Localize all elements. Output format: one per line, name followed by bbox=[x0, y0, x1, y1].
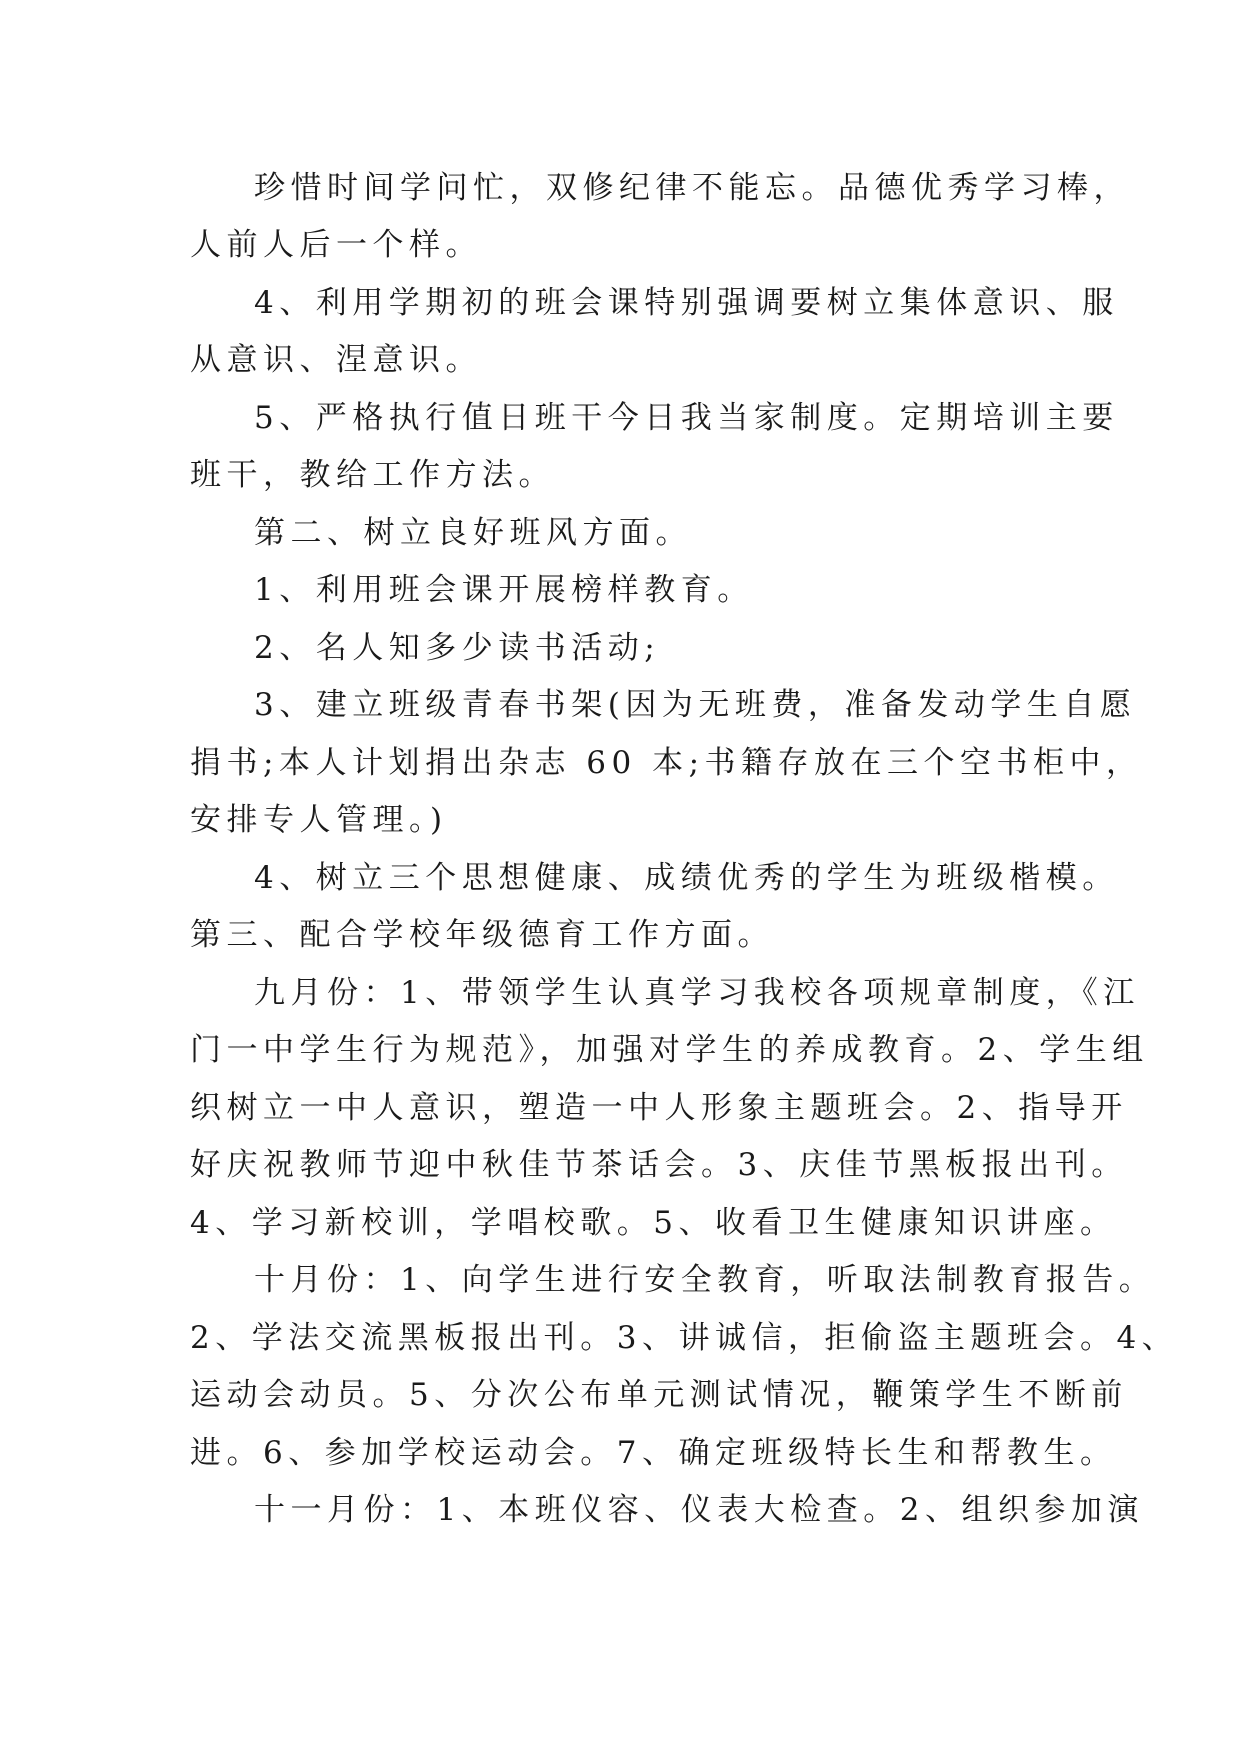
text-line: 织树立一中人意识，塑造一中人形象主题班会。2、指导开 bbox=[190, 1090, 1128, 1126]
text-line: 2、名人知多少读书活动; bbox=[254, 630, 661, 666]
section-heading: 第二、树立良好班风方面。 bbox=[254, 515, 692, 551]
text-line: 珍惜时间学问忙，双修纪律不能忘。品德优秀学习棒， bbox=[254, 170, 1130, 206]
text-line: 3、建立班级青春书架(因为无班费，准备发动学生自愿 bbox=[254, 687, 1137, 723]
text-line: 5、严格执行值日班干今日我当家制度。定期培训主要 bbox=[254, 400, 1119, 436]
text-line: 十月份：1、向学生进行安全教育，听取法制教育报告。 bbox=[254, 1262, 1156, 1298]
text-line: 捐书;本人计划捐出杂志 60 本;书籍存放在三个空书柜中， bbox=[190, 745, 1143, 781]
text-line: 运动会动员。5、分次公布单元测试情况，鞭策学生不断前 bbox=[190, 1377, 1128, 1413]
text-line: 4、利用学期初的班会课特别强调要树立集体意识、服 bbox=[254, 285, 1119, 321]
text-line: 十一月份：1、本班仪容、仪表大检查。2、组织参加演 bbox=[254, 1492, 1144, 1528]
text-line: 门一中学生行为规范》，加强对学生的养成教育。2、学生组 bbox=[190, 1032, 1149, 1068]
section-heading: 第三、配合学校年级德育工作方面。 bbox=[190, 917, 774, 953]
text-line: 2、学法交流黑板报出刊。3、讲诚信，拒偷盗主题班会。4、 bbox=[190, 1320, 1179, 1356]
text-line: 1、利用班会课开展榜样教育。 bbox=[254, 572, 754, 608]
text-line: 4、学习新校训，学唱校歌。5、收看卫生健康知识讲座。 bbox=[190, 1205, 1117, 1241]
text-line: 好庆祝教师节迎中秋佳节茶话会。3、庆佳节黑板报出刊。 bbox=[190, 1147, 1128, 1183]
text-line: 从意识、涅意识。 bbox=[190, 342, 482, 378]
text-line: 九月份：1、带领学生认真学习我校各项规章制度，《江 bbox=[254, 975, 1140, 1011]
text-line: 班干，教给工作方法。 bbox=[190, 457, 555, 493]
text-line: 进。6、参加学校运动会。7、确定班级特长生和帮教生。 bbox=[190, 1435, 1117, 1471]
text-line: 人前人后一个样。 bbox=[190, 227, 482, 263]
text-line: 安排专人管理。) bbox=[190, 802, 448, 838]
text-line: 4、树立三个思想健康、成绩优秀的学生为班级楷模。 bbox=[254, 860, 1119, 896]
